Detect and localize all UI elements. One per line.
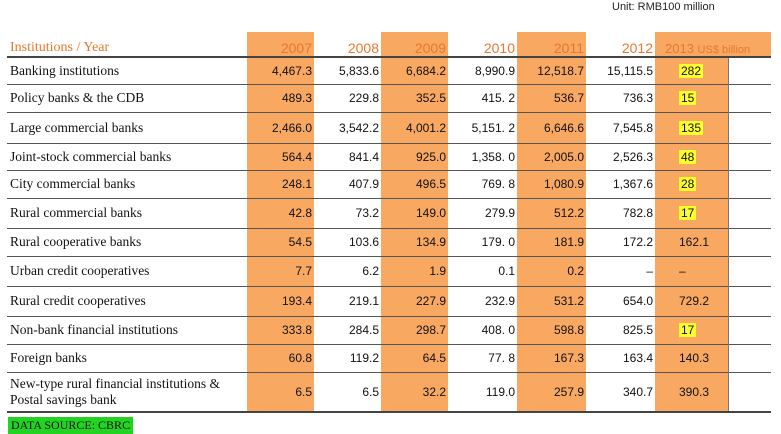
value-cell: 284.5 bbox=[348, 323, 379, 337]
value-cell: 598.8 bbox=[517, 316, 586, 344]
table-row bbox=[7, 372, 771, 412]
value-cell: 407.9 bbox=[348, 177, 379, 191]
value-cell: 536.7 bbox=[517, 84, 586, 112]
value-cell: 6,646.6 bbox=[517, 112, 586, 143]
row-label: Banking institutions bbox=[10, 62, 120, 78]
trailing-cell bbox=[728, 112, 771, 143]
value-cell: 103.6 bbox=[348, 235, 379, 249]
value-cell-2013 bbox=[655, 57, 728, 84]
header-2013-year: 2013 bbox=[665, 41, 694, 56]
value-cell: 6.5 bbox=[362, 384, 379, 399]
value-cell: 352.5 bbox=[381, 84, 448, 112]
value-cell: 340.7 bbox=[622, 384, 653, 399]
row-label: City commercial banks bbox=[10, 176, 136, 191]
value-cell: 333.8 bbox=[247, 316, 314, 344]
value-cell: 15,115.5 bbox=[607, 63, 653, 78]
value-cell: 167.3 bbox=[517, 344, 586, 372]
trailing-cell bbox=[728, 57, 771, 84]
value-cell-2013 bbox=[655, 316, 728, 344]
row-label: Rural credit cooperatives bbox=[10, 293, 146, 308]
table-row bbox=[7, 57, 771, 84]
value-cell: 564.4 bbox=[247, 143, 314, 170]
value-cell: 769. 8 bbox=[481, 177, 515, 191]
table-row bbox=[7, 316, 771, 344]
value-cell: 4,001.2 bbox=[381, 112, 448, 143]
table-row bbox=[7, 256, 771, 286]
value-cell: 163.4 bbox=[622, 351, 653, 365]
value-cell: 134.9 bbox=[381, 228, 448, 256]
value-cell: 736.3 bbox=[622, 91, 653, 105]
value-cell: 172.2 bbox=[622, 235, 653, 249]
value-cell: 654.0 bbox=[622, 294, 653, 308]
value-cell: 298.7 bbox=[381, 316, 448, 344]
value-cell: 149.0 bbox=[381, 198, 448, 228]
value-cell: 248.1 bbox=[247, 170, 314, 198]
row-label: Rural commercial banks bbox=[10, 205, 142, 220]
value-cell: 2,005.0 bbox=[517, 143, 586, 170]
value-cell: 841.4 bbox=[348, 149, 379, 164]
value-cell: 512.2 bbox=[517, 198, 586, 228]
header-institutions: Institutions / Year bbox=[10, 40, 110, 55]
value-cell: 60.8 bbox=[247, 344, 314, 372]
value-cell: 5,833.6 bbox=[338, 63, 379, 78]
value-2013: 140.3 bbox=[679, 351, 710, 365]
trailing-cell bbox=[728, 344, 771, 372]
value-cell: 42.8 bbox=[247, 198, 314, 228]
value-cell: 232.9 bbox=[484, 294, 515, 308]
value-cell: 6,684.2 bbox=[381, 57, 448, 84]
trailing-cell bbox=[728, 372, 771, 412]
value-cell: 496.5 bbox=[381, 170, 448, 198]
value-cell: 7,545.8 bbox=[612, 120, 653, 135]
value-2013: 390.3 bbox=[679, 384, 710, 399]
table-row bbox=[7, 170, 771, 198]
value-2013: 135 bbox=[681, 120, 702, 135]
value-cell: 12,518.7 bbox=[517, 57, 586, 84]
row-label: Joint-stock commercial banks bbox=[10, 148, 172, 164]
trailing-cell bbox=[728, 286, 771, 316]
data-source-label: DATA SOURCE: CBRC bbox=[8, 417, 133, 434]
value-cell: 1,367.6 bbox=[612, 177, 653, 191]
header-year: 2011 bbox=[517, 32, 586, 57]
financial-institutions-table bbox=[7, 32, 771, 413]
trailing-cell bbox=[728, 170, 771, 198]
value-cell: 219.1 bbox=[348, 294, 379, 308]
value-cell-2013 bbox=[655, 84, 728, 112]
value-cell: 489.3 bbox=[247, 84, 314, 112]
value-cell: 119.0 bbox=[485, 384, 515, 399]
header-year-2013 bbox=[655, 32, 771, 57]
value-cell: 825.5 bbox=[622, 323, 653, 337]
value-cell: 279.9 bbox=[484, 206, 515, 220]
value-cell: 257.9 bbox=[517, 372, 586, 412]
value-2013: 17 bbox=[681, 323, 695, 337]
header-year: 2007 bbox=[247, 32, 314, 57]
value-2013: 282 bbox=[681, 63, 702, 78]
value-2013: – bbox=[679, 264, 686, 278]
value-cell-2013 bbox=[655, 143, 728, 170]
trailing-cell bbox=[728, 256, 771, 286]
value-cell: 925.0 bbox=[381, 143, 448, 170]
trailing-cell bbox=[728, 84, 771, 112]
value-2013: 28 bbox=[681, 177, 695, 191]
value-cell: 77. 8 bbox=[488, 351, 515, 365]
value-cell: – bbox=[646, 264, 653, 278]
header-year: 2012 bbox=[621, 40, 653, 56]
value-cell: 408. 0 bbox=[481, 323, 515, 337]
value-cell-2013 bbox=[655, 228, 728, 256]
value-cell: 531.2 bbox=[517, 286, 586, 316]
header-row bbox=[7, 32, 771, 57]
table-row bbox=[7, 344, 771, 372]
unit-label: Unit: RMB100 million bbox=[612, 1, 715, 13]
value-cell: 2,526.3 bbox=[612, 149, 653, 164]
trailing-cell bbox=[728, 316, 771, 344]
row-label: Policy banks & the CDB bbox=[10, 90, 145, 105]
row-label: Non-bank financial institutions bbox=[10, 322, 178, 337]
value-cell: 0.1 bbox=[498, 264, 515, 278]
value-cell: 0.2 bbox=[517, 256, 586, 286]
value-cell: 193.4 bbox=[247, 286, 314, 316]
header-2013-unit: US$ billion bbox=[697, 44, 751, 56]
value-cell: 64.5 bbox=[381, 344, 448, 372]
value-cell-2013 bbox=[655, 372, 728, 412]
value-cell: 54.5 bbox=[247, 228, 314, 256]
value-2013: 15 bbox=[681, 91, 695, 105]
value-cell: 179. 0 bbox=[481, 235, 515, 249]
row-label: New-type rural financial institutions & Postal savings bank bbox=[10, 375, 220, 407]
table-row bbox=[7, 286, 771, 316]
trailing-cell bbox=[728, 143, 771, 170]
header-year: 2008 bbox=[347, 40, 379, 56]
value-cell-2013 bbox=[655, 286, 728, 316]
value-cell-2013 bbox=[655, 112, 728, 143]
value-cell: 6.5 bbox=[247, 372, 314, 412]
trailing-cell bbox=[728, 198, 771, 228]
value-cell: 7.7 bbox=[247, 256, 314, 286]
value-cell: 4,467.3 bbox=[247, 57, 314, 84]
value-cell: 1,080.9 bbox=[517, 170, 586, 198]
row-label: Large commercial banks bbox=[10, 119, 144, 135]
value-cell: 227.9 bbox=[381, 286, 448, 316]
value-cell: 8,990.9 bbox=[474, 63, 515, 78]
value-cell-2013 bbox=[655, 256, 728, 286]
value-cell: 3,542.2 bbox=[338, 120, 379, 135]
table-row bbox=[7, 198, 771, 228]
value-cell: 415. 2 bbox=[481, 91, 515, 105]
table-row bbox=[7, 112, 771, 143]
value-cell: 1.9 bbox=[381, 256, 448, 286]
row-label: Urban credit cooperatives bbox=[10, 263, 150, 278]
table-row bbox=[7, 143, 771, 170]
row-label: Rural cooperative banks bbox=[10, 234, 142, 249]
value-cell-2013 bbox=[655, 344, 728, 372]
value-cell-2013 bbox=[655, 170, 728, 198]
value-cell: 119.2 bbox=[349, 351, 379, 365]
value-2013: 17 bbox=[681, 206, 695, 220]
header-year: 2009 bbox=[381, 32, 448, 57]
value-cell: 229.8 bbox=[348, 91, 379, 105]
row-label: Foreign banks bbox=[10, 350, 87, 365]
value-cell: 5,151. 2 bbox=[471, 120, 515, 135]
table-row bbox=[7, 84, 771, 112]
value-cell: 2,466.0 bbox=[247, 112, 314, 143]
value-2013: 729.2 bbox=[679, 294, 710, 308]
value-cell: 1,358. 0 bbox=[471, 149, 515, 164]
header-year: 2010 bbox=[483, 40, 515, 56]
value-cell: 181.9 bbox=[517, 228, 586, 256]
value-2013: 162.1 bbox=[679, 235, 710, 249]
trailing-cell bbox=[728, 228, 771, 256]
value-cell: 6.2 bbox=[362, 264, 379, 278]
value-cell: 32.2 bbox=[381, 372, 448, 412]
value-2013: 48 bbox=[681, 149, 695, 164]
value-cell-2013 bbox=[655, 198, 728, 228]
table-row bbox=[7, 228, 771, 256]
value-cell: 73.2 bbox=[355, 206, 379, 220]
value-cell: 782.8 bbox=[622, 206, 653, 220]
